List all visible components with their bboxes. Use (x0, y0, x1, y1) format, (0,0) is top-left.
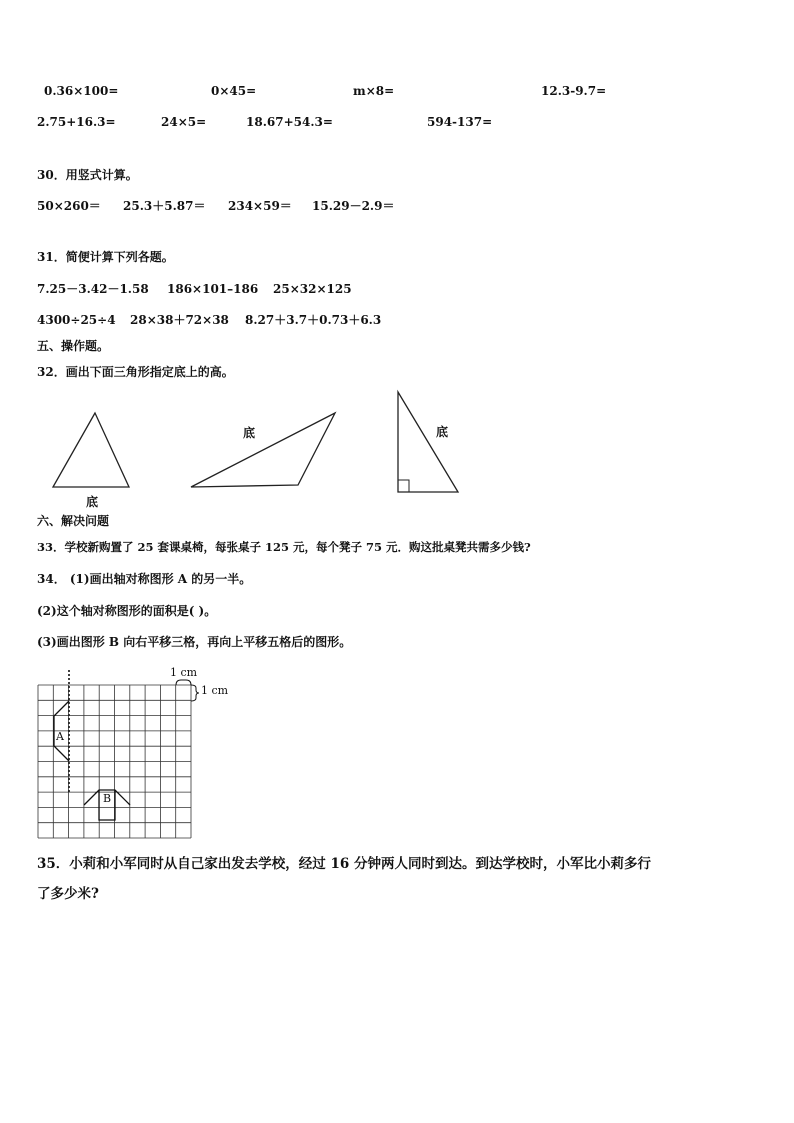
shape-a-label: A (56, 730, 64, 743)
unit-width-brace (176, 680, 191, 685)
simplify-calc-item: 25×32×125 (273, 282, 352, 296)
question-35-line2: 了多少米? (37, 886, 99, 902)
simplify-calc-item: 186×101–186 (167, 282, 259, 296)
calc-item: 24×5= (161, 115, 207, 129)
question-35-line1: 35．小莉和小军同时从自己家出发去学校，经过 16 分钟两人同时到达。到达学校时，小军比小莉多行 (37, 856, 651, 872)
vertical-calc-item: 25.3＋5.87＝ (123, 199, 206, 213)
simplify-calc-item: 28×38＋72×38 (130, 313, 229, 327)
base-label: 底 (86, 495, 99, 509)
question-34-part1: 34． (1)画出轴对称图形 A 的另一半。 (37, 572, 252, 586)
question-33: 33．学校新购置了 25 套课桌椅，每张桌子 125 元，每个凳子 75 元．购这批桌凳共需多少钱? (37, 540, 531, 554)
calc-item: m×8= (353, 84, 395, 98)
section-heading: 六、解决问题 (37, 514, 110, 528)
vertical-calc-item: 234×59＝ (228, 199, 292, 213)
unit-height-label: 1 cm (201, 684, 229, 697)
question-32-title: 32．画出下面三角形指定底上的高。 (37, 365, 234, 379)
base-label: 底 (243, 426, 256, 440)
calc-item: 12.3-9.7= (541, 84, 607, 98)
calc-item: 594-137= (427, 115, 493, 129)
vertical-calc-item: 15.29－2.9＝ (312, 199, 395, 213)
shape-b-label: B (103, 792, 112, 805)
calc-item: 2.75+16.3= (37, 115, 116, 129)
vertical-calc-item: 50×260＝ (37, 199, 101, 213)
question-30-title: 30．用竖式计算。 (37, 168, 138, 182)
calc-item: 18.67+54.3= (246, 115, 333, 129)
unit-height-brace (191, 685, 199, 701)
unit-width-label: 1 cm (170, 666, 198, 679)
question-34-part2: (2)这个轴对称图形的面积是( )。 (37, 604, 217, 618)
calc-item: 0.36×100= (44, 84, 119, 98)
simplify-calc-item: 4300÷25÷4 (37, 313, 116, 327)
question-34-part3: (3)画出图形 B 向右平移三格，再向上平移五格后的图形。 (37, 635, 352, 649)
base-label: 底 (436, 425, 449, 439)
simplify-calc-item: 7.25－3.42－1.58 (37, 282, 149, 296)
section-heading: 五、操作题。 (37, 339, 110, 353)
simplify-calc-item: 8.27＋3.7＋0.73＋6.3 (245, 313, 382, 327)
calc-item: 0×45= (211, 84, 257, 98)
question-31-title: 31．简便计算下列各题。 (37, 250, 174, 264)
